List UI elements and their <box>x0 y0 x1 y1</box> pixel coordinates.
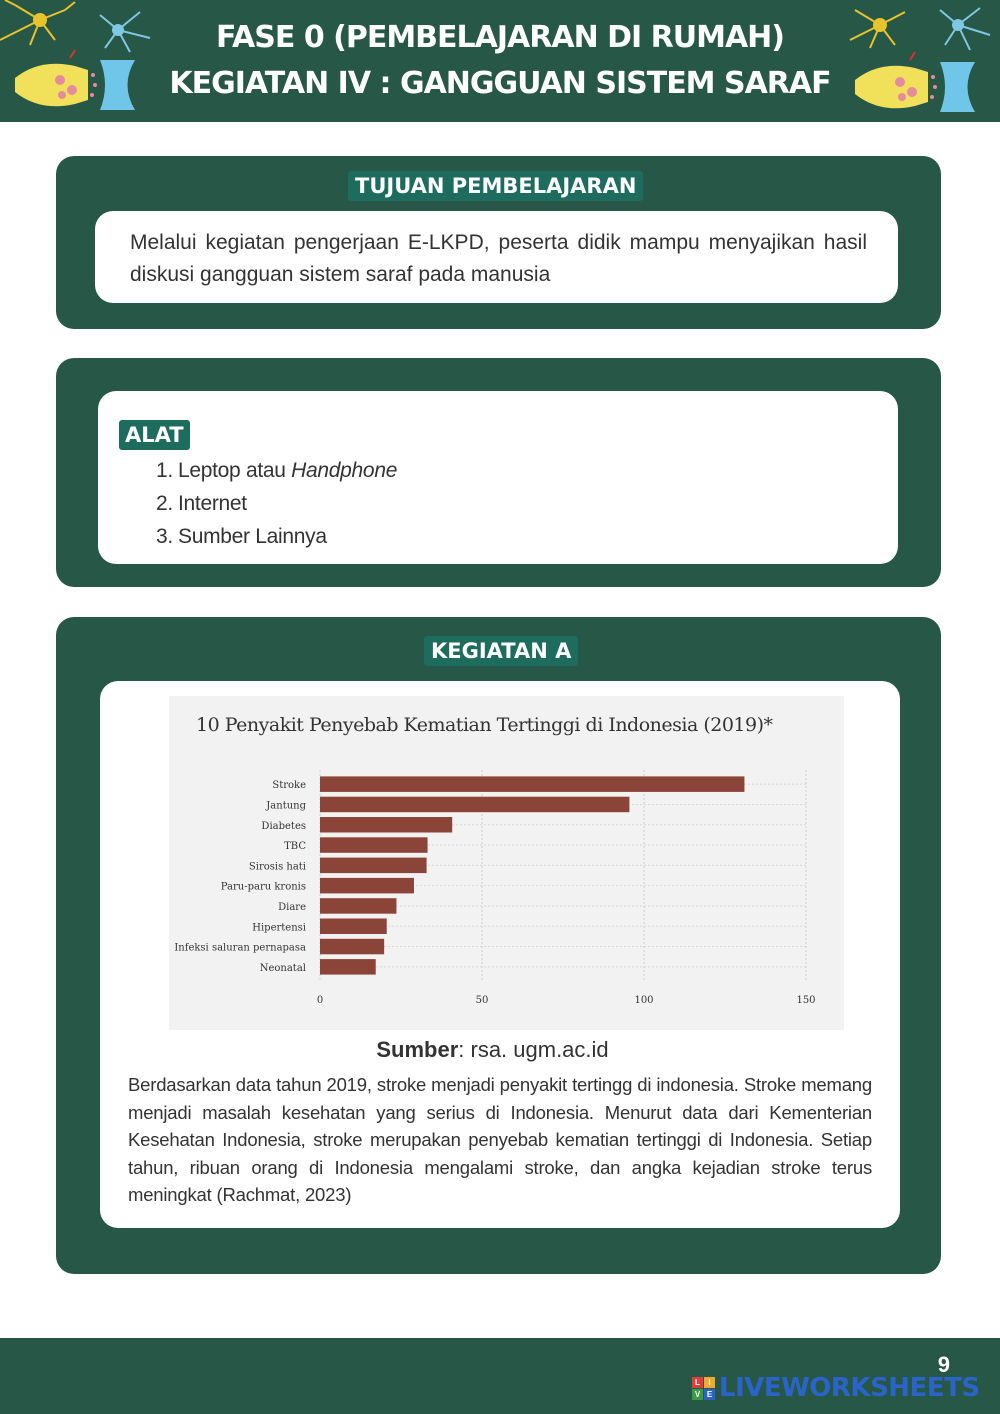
tools-heading: ALAT <box>119 420 190 450</box>
x-tick-label: 100 <box>634 995 654 1006</box>
category-label: TBC <box>284 841 306 853</box>
category-label: Diare <box>278 901 306 913</box>
page-number: 9 <box>937 1352 950 1377</box>
x-tick-label: 0 <box>316 995 324 1006</box>
page-header <box>0 0 1000 122</box>
bar <box>320 898 396 914</box>
learning-goal-card <box>95 211 898 303</box>
neuron-synapse-icon <box>0 0 160 122</box>
bar <box>320 878 414 894</box>
neuron-synapse-icon <box>840 0 1000 122</box>
liveworksheets-logo: L I V E LIVEWORKSHEETS <box>692 1373 980 1403</box>
activity-description: Berdasarkan data tahun 2019, stroke menjadi penyakit tertingg di indonesia. Stroke memang menjadi masalah kesehatan yang serius di Indonesia. Menurut data dari Kementerian Kesehatan Indonesia, stroke merupakan penyebab kematian tertinggi di Indonesia. Setiap tahun, ribuan orang di Indonesia mengalami stroke, dan angka kejadian stroke terus meningkat (Rachmat, 2023) <box>128 1074 872 1206</box>
chart-source: Sumber: rsa. ugm.ac.id <box>376 1037 609 1062</box>
liveworksheets-icon: L I V E <box>692 1377 715 1400</box>
category-label: Stroke <box>272 780 306 792</box>
x-tick-label: 150 <box>796 995 816 1006</box>
activity-panel <box>56 617 941 1274</box>
activity-card <box>100 681 900 1228</box>
category-label: Sirosis hati <box>248 861 306 873</box>
category-label: Diabetes <box>261 820 306 832</box>
tools-list <box>156 454 397 553</box>
learning-goal-panel <box>56 156 941 329</box>
learning-goal-text: Melalui kegiatan pengerjaan E-LKPD, peserta didik mampu menyajikan hasil diskusi gangguan sistem saraf pada manusia <box>130 231 867 286</box>
category-label: Hipertensi <box>252 922 306 934</box>
tools-panel <box>56 358 941 587</box>
learning-goal-heading: TUJUAN PEMBELAJARAN <box>348 171 643 201</box>
header-title-line2: KEGIATAN IV : GANGGUAN SISTEM SARAF <box>169 66 831 101</box>
chart-canvas <box>169 696 844 1030</box>
list-item: 3. Sumber Lainnya <box>156 525 327 548</box>
x-tick-label: 50 <box>475 995 489 1006</box>
list-item: 2. Internet <box>156 492 247 515</box>
bar <box>320 817 452 833</box>
bar <box>320 919 387 935</box>
bar <box>320 959 376 975</box>
bar <box>320 858 427 874</box>
tools-card <box>98 391 898 564</box>
category-label: Paru-paru kronis <box>220 881 306 893</box>
category-label: Neonatal <box>259 962 306 974</box>
category-label: Jantung <box>266 800 306 812</box>
chart-title: 10 Penyakit Penyebab Kematian Tertinggi di Indonesia (2019)* <box>196 714 773 736</box>
header-title-line1: FASE 0 (PEMBELAJARAN DI RUMAH) <box>216 20 784 55</box>
page-footer <box>0 1338 1000 1414</box>
category-label: Infeksi saluran pernapasa <box>174 942 306 954</box>
bar <box>320 797 629 813</box>
bar <box>320 939 384 955</box>
activity-heading: KEGIATAN A <box>424 636 578 666</box>
bar-chart <box>169 696 844 1030</box>
list-item: 1. Leptop atau Handphone <box>156 459 398 482</box>
bar <box>320 837 428 853</box>
bar <box>320 776 744 792</box>
